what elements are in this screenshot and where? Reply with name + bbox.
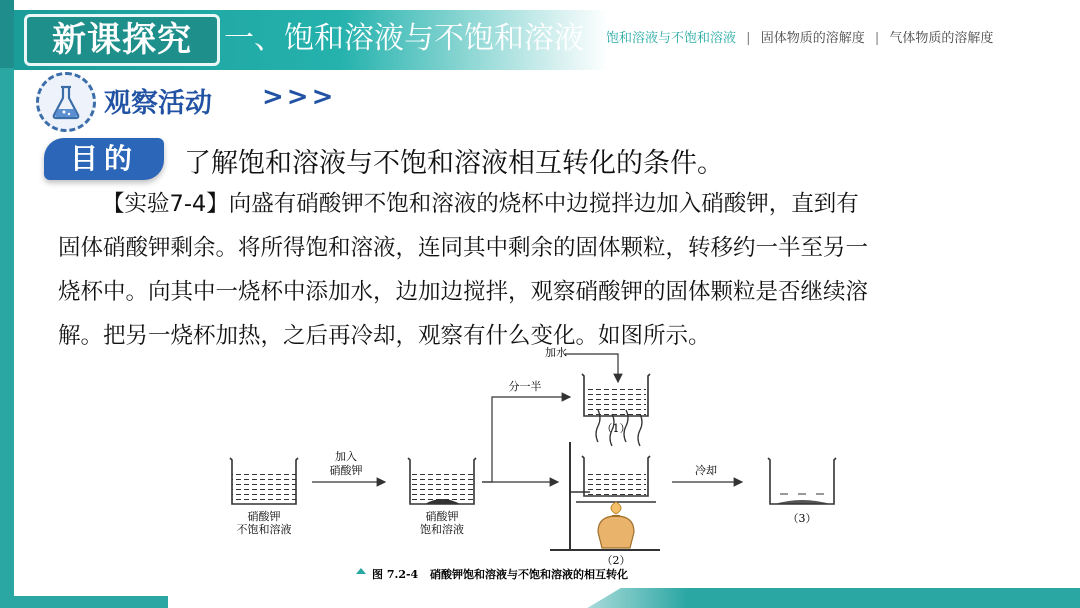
left-accent-strip-top [0,0,14,68]
label-3: （3） [787,512,817,525]
add-water-label: 加水 [545,346,567,359]
beaker-add-water [582,374,650,416]
page-title: 一、饱和溶液与不饱和溶液 [224,21,584,56]
beaker-saturated [408,458,476,504]
activity-arrows: >>> [262,82,337,112]
beaker-cooled [768,458,836,504]
beaker1-label-1: 硝酸钾 [247,510,281,523]
add-water-arrow [565,354,618,382]
experiment-paragraph [58,182,1048,358]
cool-label: 冷却 [695,464,717,477]
label-2: （2） [601,554,631,567]
left-accent-strip [0,0,14,608]
split-label: 分一半 [508,380,542,393]
paragraph-line: 【实验7-4】向盛有硝酸钾不饱和溶液的烧杯中边搅拌边加入硝酸钾，直到有 [102,191,859,217]
label-1: （1） [601,422,631,435]
nav-separator: | [874,31,880,46]
goal-badge: 目的 [44,138,164,180]
paragraph-line: 固体硝酸钾剩余。将所得饱和溶液，连同其中剩余的固体颗粒，转移约一半至另一 [58,235,869,261]
flask-icon [36,72,96,132]
goal-text: 了解饱和溶液与不饱和溶液相互转化的条件。 [184,148,724,179]
experiment-figure [220,342,860,592]
nav-separator: | [746,31,751,46]
beaker-unsaturated [230,458,298,504]
split-arrow [482,397,570,482]
figure-caption: 硝酸钾饱和溶液与不饱和溶液的相互转化 [430,568,628,581]
beaker2-label-1: 硝酸钾 [425,510,459,523]
arrow1-label-2: 硝酸钾 [329,464,363,477]
nav-item-saturated[interactable]: 饱和溶液与不饱和溶液 [606,31,737,46]
caption-prefix: 图 7.2-4 [372,568,419,581]
nav-item-solid-solubility[interactable]: 固体物质的溶解度 [760,31,865,46]
beaker1-label-2: 不饱和溶液 [236,523,292,536]
section-badge: 新课探究 [24,14,220,66]
paragraph-line: 烧杯中。向其中一烧杯中添加水，边加边搅拌，观察硝酸钾的固体颗粒是否继续溶 [58,279,869,305]
arrow1-label-1: 加入 [335,450,357,463]
nav-item-gas-solubility[interactable]: 气体物质的溶解度 [889,31,994,46]
paragraph-line: 解。把另一烧杯加热，之后再冷却，观察有什么变化。如图所示。 [58,323,711,349]
top-navigation [606,27,993,46]
caption-arrow-icon [356,568,366,574]
activity-title: 观察活动 [104,88,212,119]
bottom-accent-bar [0,596,168,608]
beaker2-label-2: 饱和溶液 [420,523,464,536]
